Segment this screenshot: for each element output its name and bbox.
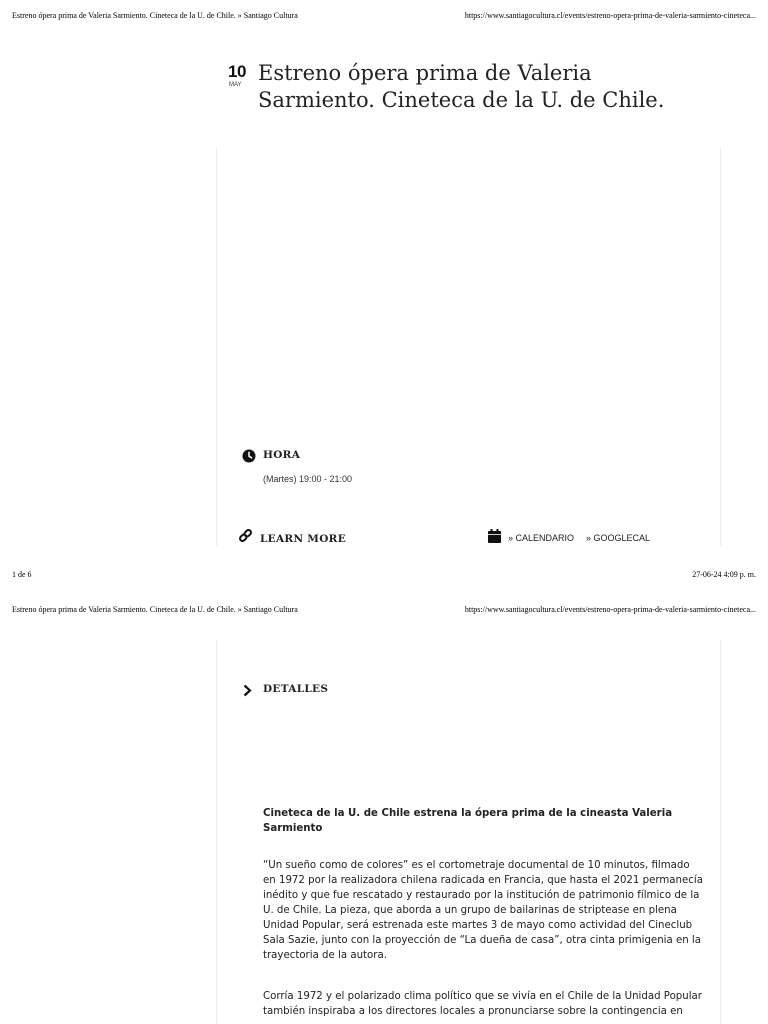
learn-more-link[interactable]: LEARN MORE: [260, 533, 347, 545]
content-paragraph-2: [263, 989, 723, 1019]
calendario-link[interactable]: » CALENDARIO: [508, 533, 575, 543]
paragraph-line: inédito y que fue rescatado y restaurado por la institución de patrimonio fílmico de la: [263, 890, 700, 901]
event-title-line-1: Estreno ópera prima de Valeria: [258, 61, 592, 85]
event-title-line-2: Sarmiento. Cineteca de la U. de Chile.: [258, 88, 665, 112]
paragraph-line: U. de Chile. La pieza, que aborda a un grupo de bailarinas de striptease en plena: [263, 905, 677, 916]
hora-label: HORA: [263, 449, 301, 461]
link-icon[interactable]: [238, 528, 253, 548]
paragraph-line: en 1972 por la realizadora chilena radicada en Francia, que hasta el 2021 permanecía: [263, 875, 703, 886]
paragraph-line: trayectoria de la autora.: [263, 950, 387, 961]
content-paragraph-1: [263, 858, 723, 963]
content-border-left: [216, 148, 217, 546]
googlecal-link[interactable]: » GOOGLECAL: [586, 533, 651, 543]
detalles-toggle[interactable]: DETALLES: [263, 683, 329, 695]
print-timestamp: 27-06-24 4:09 p. m.: [692, 570, 756, 579]
clock-icon: [242, 449, 256, 468]
paragraph-line: también inspiraba a los directores locales a pronunciarse sobre la contingencia en: [263, 1006, 683, 1017]
content-border-right: [720, 148, 721, 546]
chevron-right-icon[interactable]: [243, 684, 252, 702]
content-subtitle: [263, 806, 723, 836]
print-header-title: Estreno ópera prima de Valeria Sarmiento. Cineteca de la U. de Chile. » Santiago Cultura: [12, 11, 298, 20]
calendar-icon: [488, 529, 501, 548]
hora-value: (Martes) 19:00 - 21:00: [263, 474, 353, 484]
page-number: 1 de 6: [12, 570, 32, 579]
event-title: [258, 60, 698, 114]
event-date-day: 10: [228, 62, 246, 81]
paragraph-line: “Un sueño como de colores” es el cortometraje documental de 10 minutos, filmado: [263, 860, 690, 871]
event-date-month: MAY: [229, 82, 242, 88]
paragraph-line: Unidad Popular, será estrenada este martes 3 de mayo como actividad del Cineclub: [263, 920, 693, 931]
print-header-url: https://www.santiagocultura.cl/events/estreno-opera-prima-de-valeria-sarmiento-cineteca...: [464, 11, 756, 20]
content-subtitle-line-2: Sarmiento: [263, 823, 323, 834]
paragraph-line: Corría 1972 y el polarizado clima político que se vivía en el Chile de la Unidad Popular: [263, 991, 702, 1002]
content-subtitle-line-1: Cineteca de la U. de Chile estrena la ópera prima de la cineasta Valeria: [263, 808, 673, 819]
print-header-url: https://www.santiagocultura.cl/events/estreno-opera-prima-de-valeria-sarmiento-cineteca...: [464, 605, 756, 614]
content-border-left: [216, 640, 217, 1024]
paragraph-line: Sala Sazie, junto con la proyección de “La dueña de casa”, otra cinta primigenia en la: [263, 935, 702, 946]
print-header-title: Estreno ópera prima de Valeria Sarmiento. Cineteca de la U. de Chile. » Santiago Cultura: [12, 605, 298, 614]
